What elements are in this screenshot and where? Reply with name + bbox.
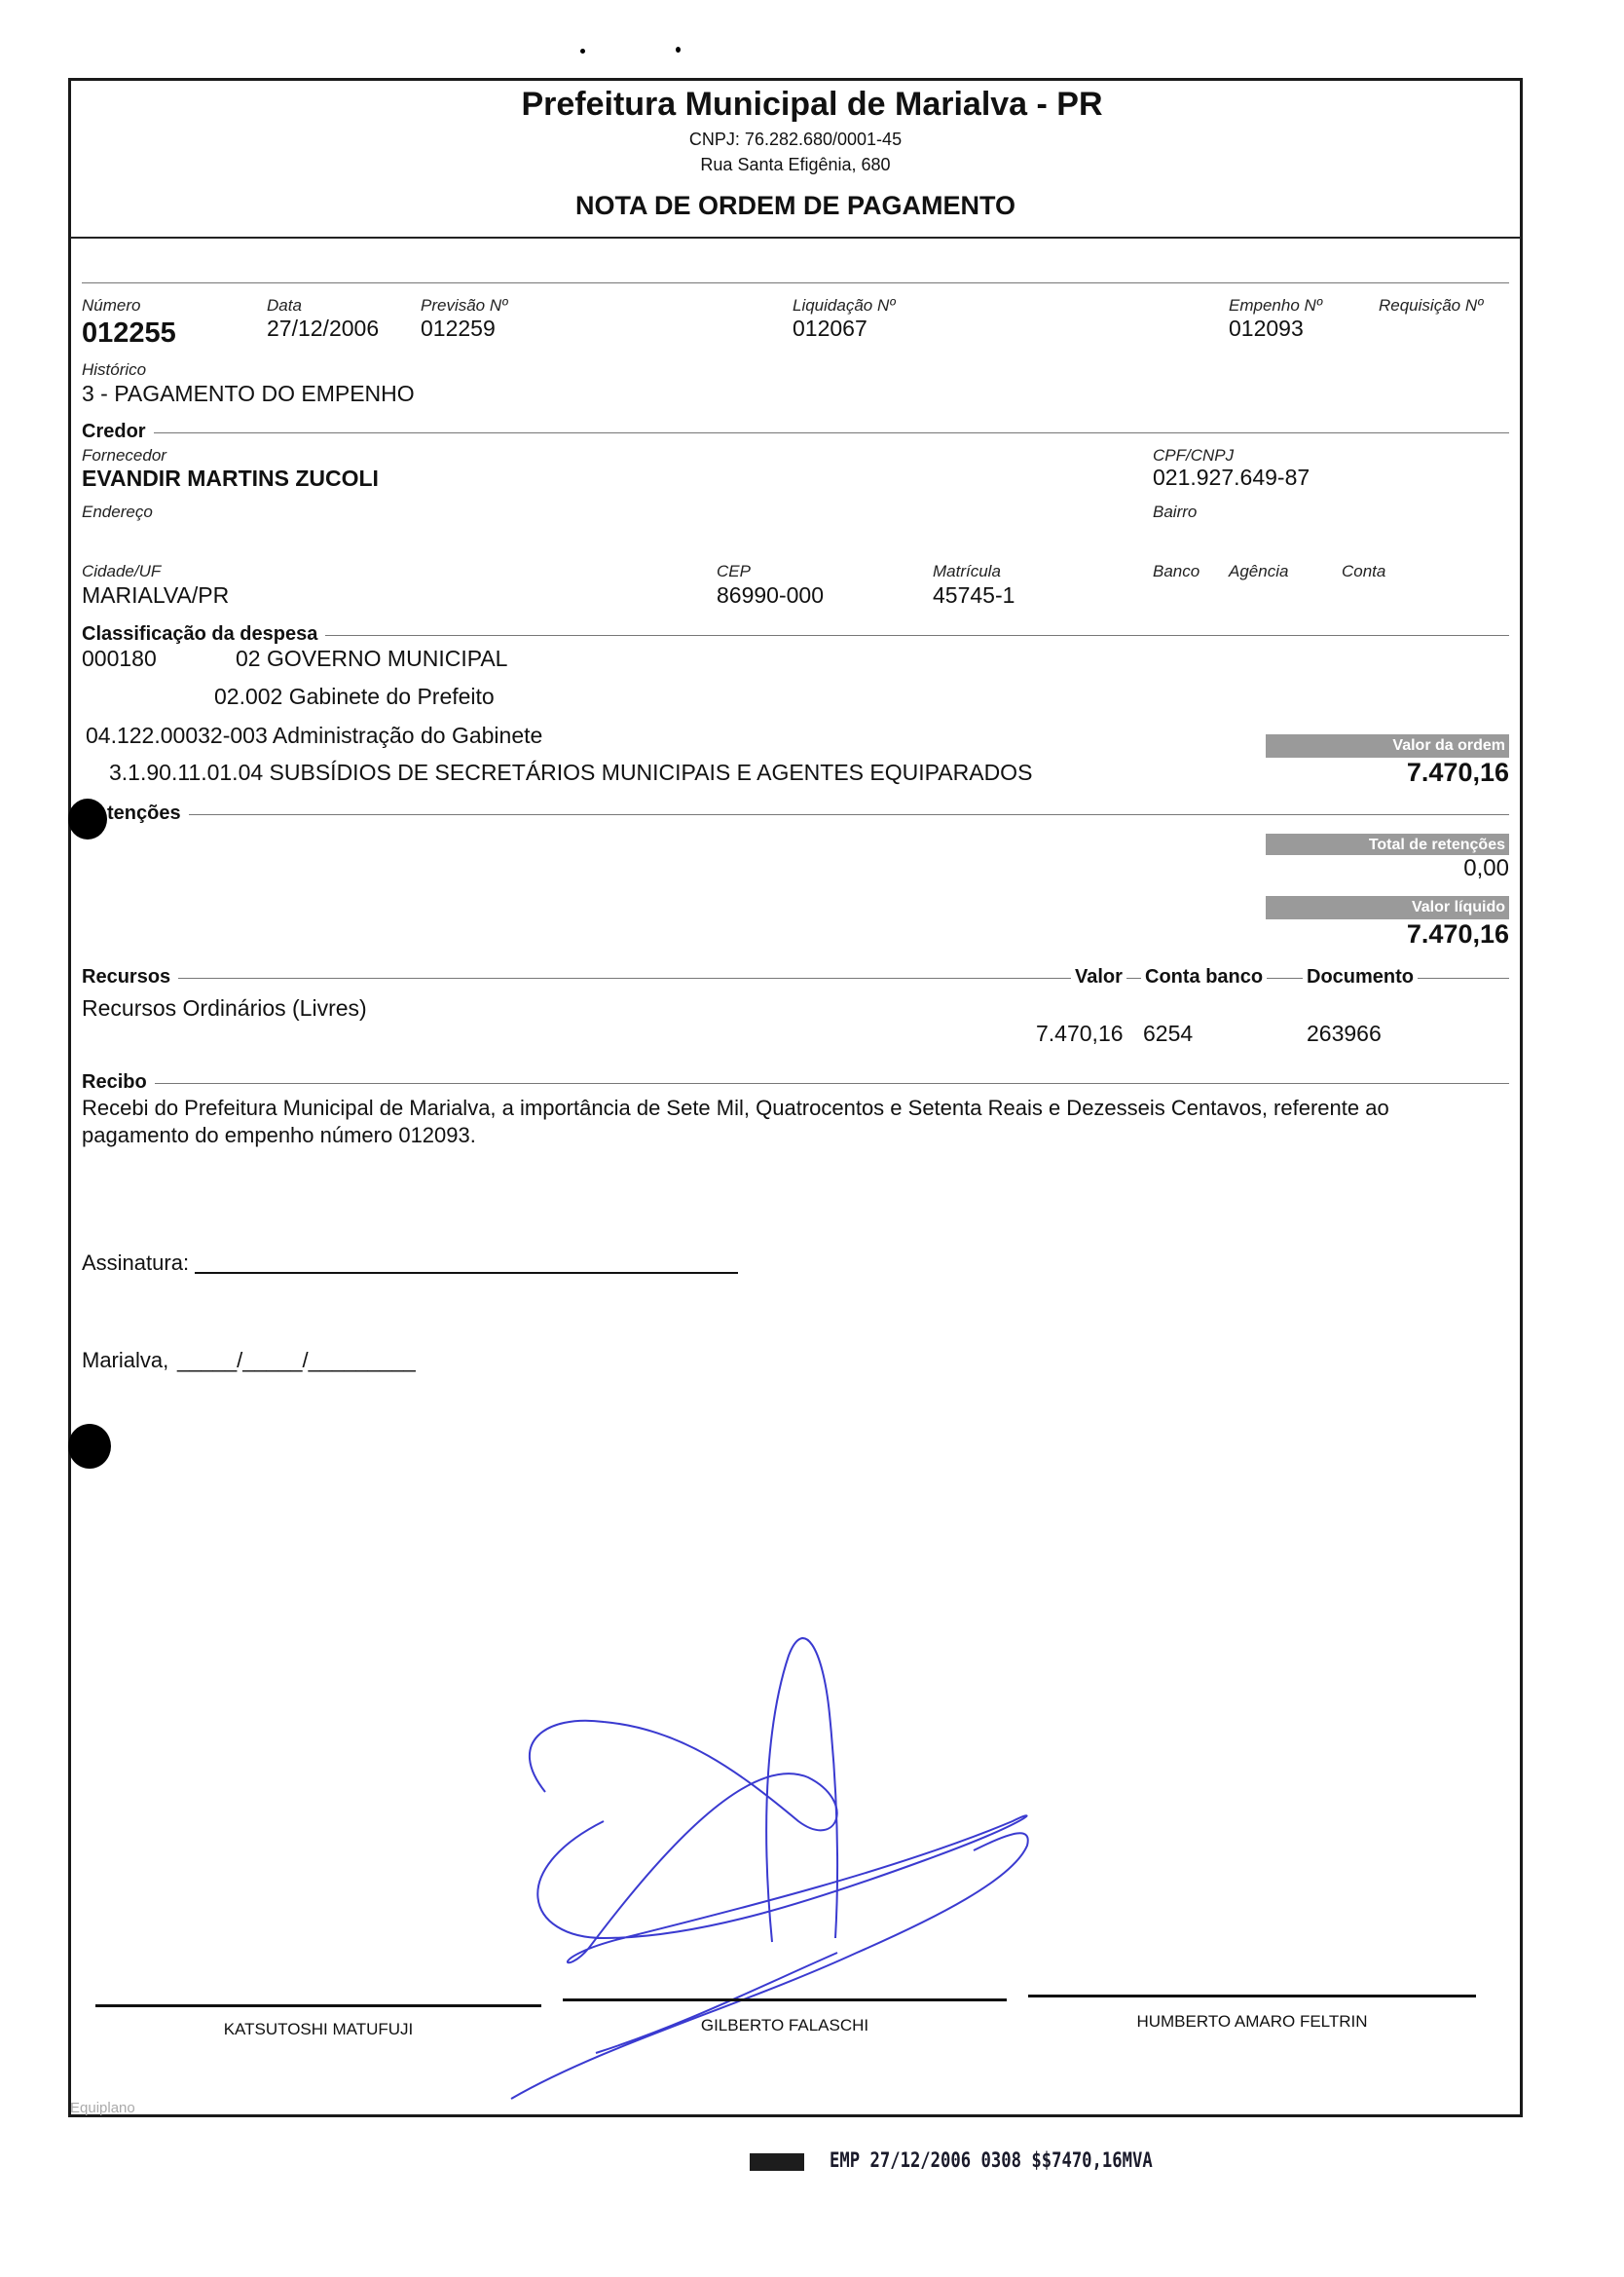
bank-stamp-logo <box>750 2153 804 2171</box>
signatory-line <box>95 2004 541 2007</box>
signatory-line <box>1028 1995 1476 1997</box>
recibo-text-line2: pagamento do empenho número 012093. <box>82 1123 476 1147</box>
header-divider <box>70 237 1521 239</box>
cidade-label: Cidade/UF <box>82 562 162 580</box>
total-retencoes-value: 0,00 <box>1463 855 1509 881</box>
retencoes-section: tenções <box>107 803 189 825</box>
local-data-label: Marialva, <box>82 1348 169 1372</box>
ids-top-rule <box>82 282 1509 283</box>
historico-label: Histórico <box>82 360 147 379</box>
valor-liquido-value: 7.470,16 <box>1406 919 1509 949</box>
classificacao-funcional: 04.122.00032-003 Administração do Gabinete <box>86 723 543 748</box>
classificacao-section: Classificação da despesa <box>82 623 325 646</box>
credor-section: Credor <box>82 421 154 443</box>
classificacao-orgao: 02 GOVERNO MUNICIPAL <box>236 646 508 671</box>
matricula-value: 45745-1 <box>933 582 1015 608</box>
signatory-line <box>563 1998 1007 2001</box>
credor-rule <box>82 432 1509 433</box>
assinatura-line <box>195 1272 738 1274</box>
banco-label: Banco <box>1153 562 1200 580</box>
fornecedor-label: Fornecedor <box>82 446 166 465</box>
bank-stamp: EMP 27/12/2006 0308 $$7470,16MVA <box>830 2148 1153 2172</box>
data-value: 27/12/2006 <box>267 316 380 341</box>
punch-hole <box>68 1424 111 1469</box>
recibo-section: Recibo <box>82 1071 155 1094</box>
recursos-valor: 7.470,16 <box>1036 1021 1124 1046</box>
total-retencoes-label: Total de retenções <box>1266 834 1509 855</box>
agencia-label: Agência <box>1229 562 1289 580</box>
date-blank-lines: _____/_____/_________ <box>177 1348 416 1372</box>
recursos-conta-header: Conta banco <box>1141 966 1267 989</box>
recursos-documento: 263966 <box>1307 1021 1382 1046</box>
recursos-documento-header: Documento <box>1303 966 1418 989</box>
conta-label: Conta <box>1342 562 1386 580</box>
numero-value: 012255 <box>82 317 176 349</box>
valor-liquido-label: Valor líquido <box>1266 896 1509 919</box>
address: Rua Santa Efigênia, 680 <box>700 155 891 174</box>
scan-speck <box>580 49 585 54</box>
valor-ordem-value: 7.470,16 <box>1406 758 1509 787</box>
liquidacao-label: Liquidação Nº <box>793 296 896 315</box>
classificacao-unidade: 02.002 Gabinete do Prefeito <box>214 684 495 709</box>
cnpj: CNPJ: 76.282.680/0001-45 <box>688 130 903 149</box>
software-watermark: Equiplano <box>70 2100 135 2116</box>
valor-ordem-label: Valor da ordem <box>1266 734 1509 758</box>
scan-speck <box>676 47 681 53</box>
recursos-valor-header: Valor <box>1071 966 1126 989</box>
municipality-title: Prefeitura Municipal de Marialva - PR <box>521 86 1103 123</box>
classificacao-elemento: 3.1.90.11.01.04 SUBSÍDIOS DE SECRETÁRIOS MUNICIPAIS E AGENTES EQUIPARADOS <box>109 760 1033 785</box>
empenho-value: 012093 <box>1229 316 1304 341</box>
punch-hole <box>68 799 107 840</box>
recibo-rule <box>82 1083 1509 1084</box>
recursos-conta: 6254 <box>1143 1021 1194 1046</box>
cep-label: CEP <box>717 562 751 580</box>
endereco-label: Endereço <box>82 503 153 521</box>
historico-value: 3 - PAGAMENTO DO EMPENHO <box>82 381 415 406</box>
assinatura-label: Assinatura: <box>82 1250 190 1275</box>
signatory-name: GILBERTO FALASCHI <box>700 2016 869 2034</box>
classificacao-code: 000180 <box>82 646 157 671</box>
recursos-rule <box>82 978 1509 979</box>
cep-value: 86990-000 <box>717 582 824 608</box>
data-label: Data <box>267 296 302 315</box>
fornecedor-value: EVANDIR MARTINS ZUCOLI <box>82 466 379 491</box>
cidade-value: MARIALVA/PR <box>82 582 230 608</box>
cpf-label: CPF/CNPJ <box>1153 446 1235 465</box>
signatory-name: KATSUTOSHI MATUFUJI <box>223 2020 414 2038</box>
matricula-label: Matrícula <box>933 562 1001 580</box>
previsao-label: Previsão Nº <box>421 296 508 315</box>
bairro-label: Bairro <box>1153 503 1198 521</box>
retencoes-rule <box>107 814 1509 815</box>
signatory-name: HUMBERTO AMARO FELTRIN <box>1136 2012 1368 2031</box>
recibo-text-line1: Recebi do Prefeitura Municipal de Marialva, a importância de Sete Mil, Quatrocentos e Setenta Reais e Dezesseis Centavos, referente ao <box>82 1096 1389 1120</box>
previsao-value: 012259 <box>421 316 496 341</box>
requisicao-label: Requisição Nº <box>1379 296 1484 315</box>
cpf-value: 021.927.649-87 <box>1153 465 1310 490</box>
document-title: NOTA DE ORDEM DE PAGAMENTO <box>574 191 1015 220</box>
recursos-fonte: Recursos Ordinários (Livres) <box>82 995 367 1021</box>
empenho-label: Empenho Nº <box>1229 296 1322 315</box>
recursos-section: Recursos <box>82 966 178 989</box>
liquidacao-value: 012067 <box>793 316 867 341</box>
numero-label: Número <box>82 296 141 315</box>
